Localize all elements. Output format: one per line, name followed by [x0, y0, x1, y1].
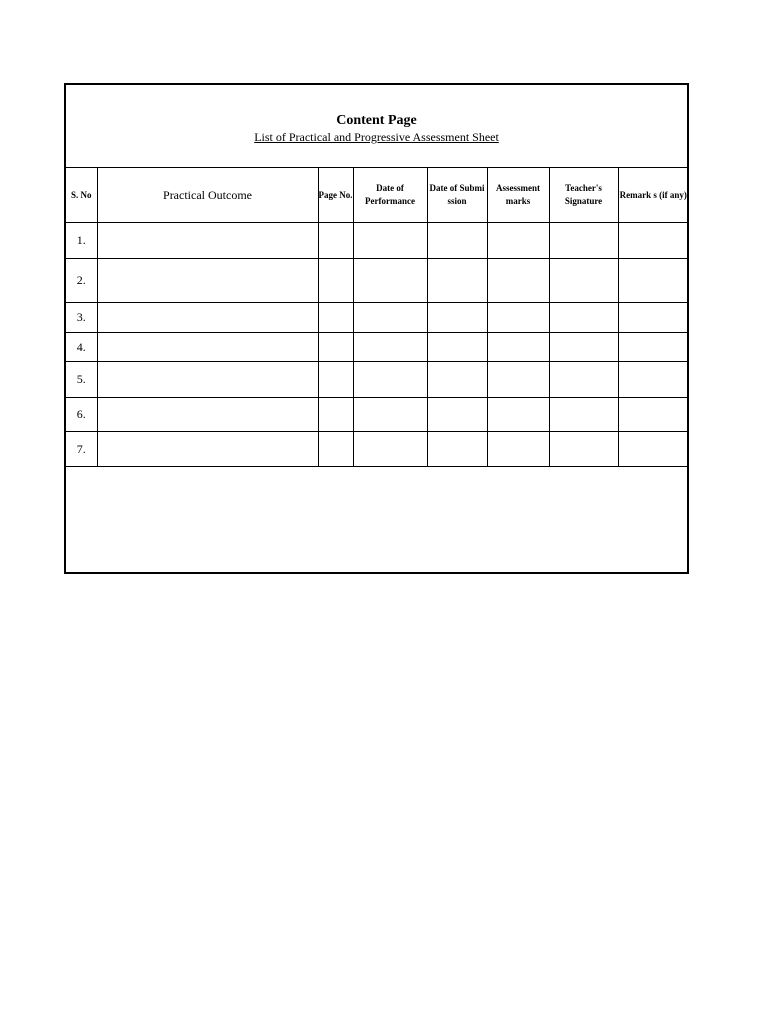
column-header-sno: S. No	[66, 168, 97, 223]
cell-page-no	[318, 333, 353, 362]
column-header-marks: Assessment marks	[487, 168, 549, 223]
cell-marks	[487, 259, 549, 303]
cell-page-no	[318, 259, 353, 303]
cell-marks	[487, 362, 549, 398]
cell-date-submission	[427, 223, 487, 259]
column-header-page-no: Page No.	[318, 168, 353, 223]
row-sno: 2.	[66, 259, 97, 303]
cell-page-no	[318, 432, 353, 467]
cell-page-no	[318, 362, 353, 398]
cell-remarks	[618, 303, 688, 333]
page-title: Content Page	[336, 113, 417, 128]
cell-date-submission	[427, 303, 487, 333]
cell-date-performance	[353, 333, 427, 362]
cell-outcome	[97, 303, 318, 333]
cell-date-submission	[427, 398, 487, 432]
cell-remarks	[618, 398, 688, 432]
cell-marks	[487, 432, 549, 467]
cell-signature	[549, 303, 618, 333]
row-sno: 1.	[66, 223, 97, 259]
cell-page-no	[318, 303, 353, 333]
table-row	[66, 432, 688, 467]
cell-marks	[487, 223, 549, 259]
cell-remarks	[618, 223, 688, 259]
table-row	[66, 223, 688, 259]
cell-signature	[549, 362, 618, 398]
cell-remarks	[618, 333, 688, 362]
column-header-outcome: Practical Outcome	[97, 168, 318, 223]
cell-remarks	[618, 259, 688, 303]
cell-date-performance	[353, 223, 427, 259]
row-sno: 7.	[66, 432, 97, 467]
cell-outcome	[97, 398, 318, 432]
row-sno: 6.	[66, 398, 97, 432]
cell-date-submission	[427, 362, 487, 398]
cell-date-submission	[427, 259, 487, 303]
sheet-heading	[66, 85, 687, 167]
page-subtitle	[66, 130, 687, 145]
column-header-date-performance: Date of Performance	[353, 168, 427, 223]
cell-date-performance	[353, 303, 427, 333]
cell-signature	[549, 223, 618, 259]
table-row	[66, 333, 688, 362]
cell-date-submission	[427, 432, 487, 467]
page-subtitle-text: List of Practical and Progressive Assessment Sheet	[254, 130, 499, 144]
cell-date-submission	[427, 333, 487, 362]
column-header-signature: Teacher's Signature	[549, 168, 618, 223]
column-header-remarks: Remark s (if any)	[618, 168, 688, 223]
cell-date-performance	[353, 362, 427, 398]
cell-date-performance	[353, 432, 427, 467]
cell-remarks	[618, 362, 688, 398]
cell-signature	[549, 398, 618, 432]
cell-page-no	[318, 223, 353, 259]
cell-date-performance	[353, 259, 427, 303]
cell-marks	[487, 333, 549, 362]
cell-signature	[549, 333, 618, 362]
cell-signature	[549, 432, 618, 467]
cell-outcome	[97, 223, 318, 259]
cell-page-no	[318, 398, 353, 432]
cell-outcome	[97, 432, 318, 467]
table-header-row	[66, 168, 688, 223]
table-row	[66, 398, 688, 432]
cell-signature	[549, 259, 618, 303]
row-sno: 5.	[66, 362, 97, 398]
cell-date-performance	[353, 398, 427, 432]
table-row	[66, 303, 688, 333]
column-header-date-submission: Date of Submi ssion	[427, 168, 487, 223]
row-sno: 3.	[66, 303, 97, 333]
row-sno: 4.	[66, 333, 97, 362]
cell-marks	[487, 303, 549, 333]
assessment-sheet-frame	[64, 83, 689, 574]
cell-marks	[487, 398, 549, 432]
cell-outcome	[97, 259, 318, 303]
cell-outcome	[97, 333, 318, 362]
table-row	[66, 362, 688, 398]
cell-outcome	[97, 362, 318, 398]
cell-remarks	[618, 432, 688, 467]
assessment-table	[66, 167, 688, 467]
table-row	[66, 259, 688, 303]
